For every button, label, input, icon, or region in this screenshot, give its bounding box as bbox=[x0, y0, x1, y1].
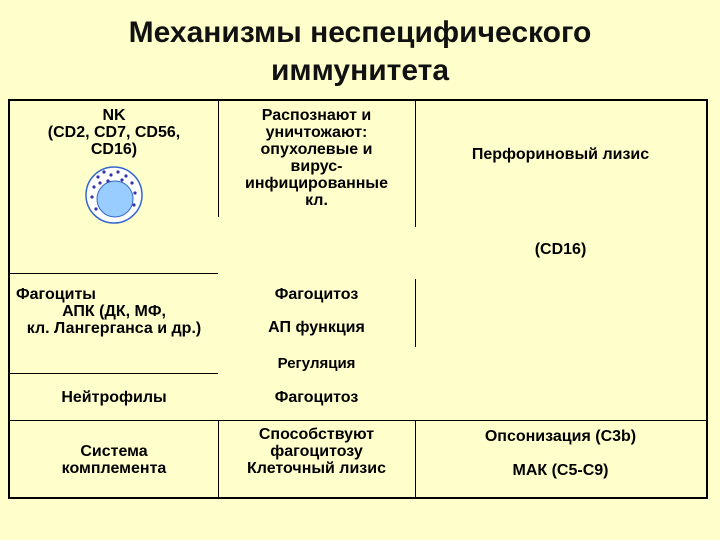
nk-cells-line: NK bbox=[102, 107, 126, 124]
nk-function bbox=[218, 107, 415, 209]
complement-function-line: фагоцитозу bbox=[270, 443, 363, 460]
page-title bbox=[0, 14, 720, 90]
neutrophils-function: Фагоцитоз bbox=[274, 389, 359, 406]
title-line-2: иммунитета bbox=[270, 54, 450, 87]
phagocytes-line: кл. Лангерганса и др.) bbox=[26, 320, 202, 337]
nk-function-line: вирус- bbox=[290, 158, 343, 175]
row-divider bbox=[10, 420, 706, 421]
complement-function-line: Способствуют bbox=[258, 426, 375, 443]
immunity-table bbox=[8, 99, 708, 499]
phagocytes-function-1: Фагоцитоз bbox=[274, 286, 359, 303]
phagocytes-line: АПК (ДК, МФ, bbox=[62, 303, 166, 320]
phagocytes-label bbox=[10, 286, 218, 337]
complement-label bbox=[10, 443, 218, 477]
column-divider bbox=[415, 279, 416, 347]
phagocytes-function-3: Регуляция bbox=[277, 355, 356, 372]
complement-function bbox=[218, 426, 415, 477]
title-line-1: Механизмы неспецифического bbox=[128, 16, 592, 49]
nk-function-line: кл. bbox=[305, 192, 328, 209]
phagocytes-function-2: АП функция bbox=[268, 319, 365, 336]
nk-function-line: опухолевые и bbox=[260, 141, 373, 158]
complement-mechanism-1: Опсонизация (С3b) bbox=[484, 428, 637, 445]
nk-mechanism: Перфориновый лизис bbox=[471, 146, 650, 163]
row-divider bbox=[10, 373, 218, 374]
nk-marker: (CD16) bbox=[534, 241, 587, 258]
row-divider bbox=[10, 273, 218, 274]
nk-cells-line: (CD2, CD7, CD56, bbox=[47, 124, 181, 141]
nk-cells-line: CD16) bbox=[90, 141, 138, 158]
nk-function-line: уничтожают: bbox=[265, 124, 368, 141]
complement-line: комплемента bbox=[61, 460, 167, 477]
phagocytes-line: Фагоциты bbox=[16, 286, 96, 303]
neutrophils-label: Нейтрофилы bbox=[61, 389, 167, 406]
nk-cell-illustration bbox=[84, 163, 144, 227]
nk-function-line: Распознают и bbox=[261, 107, 372, 124]
complement-mechanism-2: МАК (С5-С9) bbox=[512, 462, 609, 479]
nk-cells-label bbox=[10, 107, 218, 158]
complement-function-line: Клеточный лизис bbox=[247, 460, 386, 477]
nk-function-line: инфицированные bbox=[245, 175, 388, 192]
column-divider bbox=[415, 101, 416, 227]
complement-line: Система bbox=[80, 443, 148, 460]
